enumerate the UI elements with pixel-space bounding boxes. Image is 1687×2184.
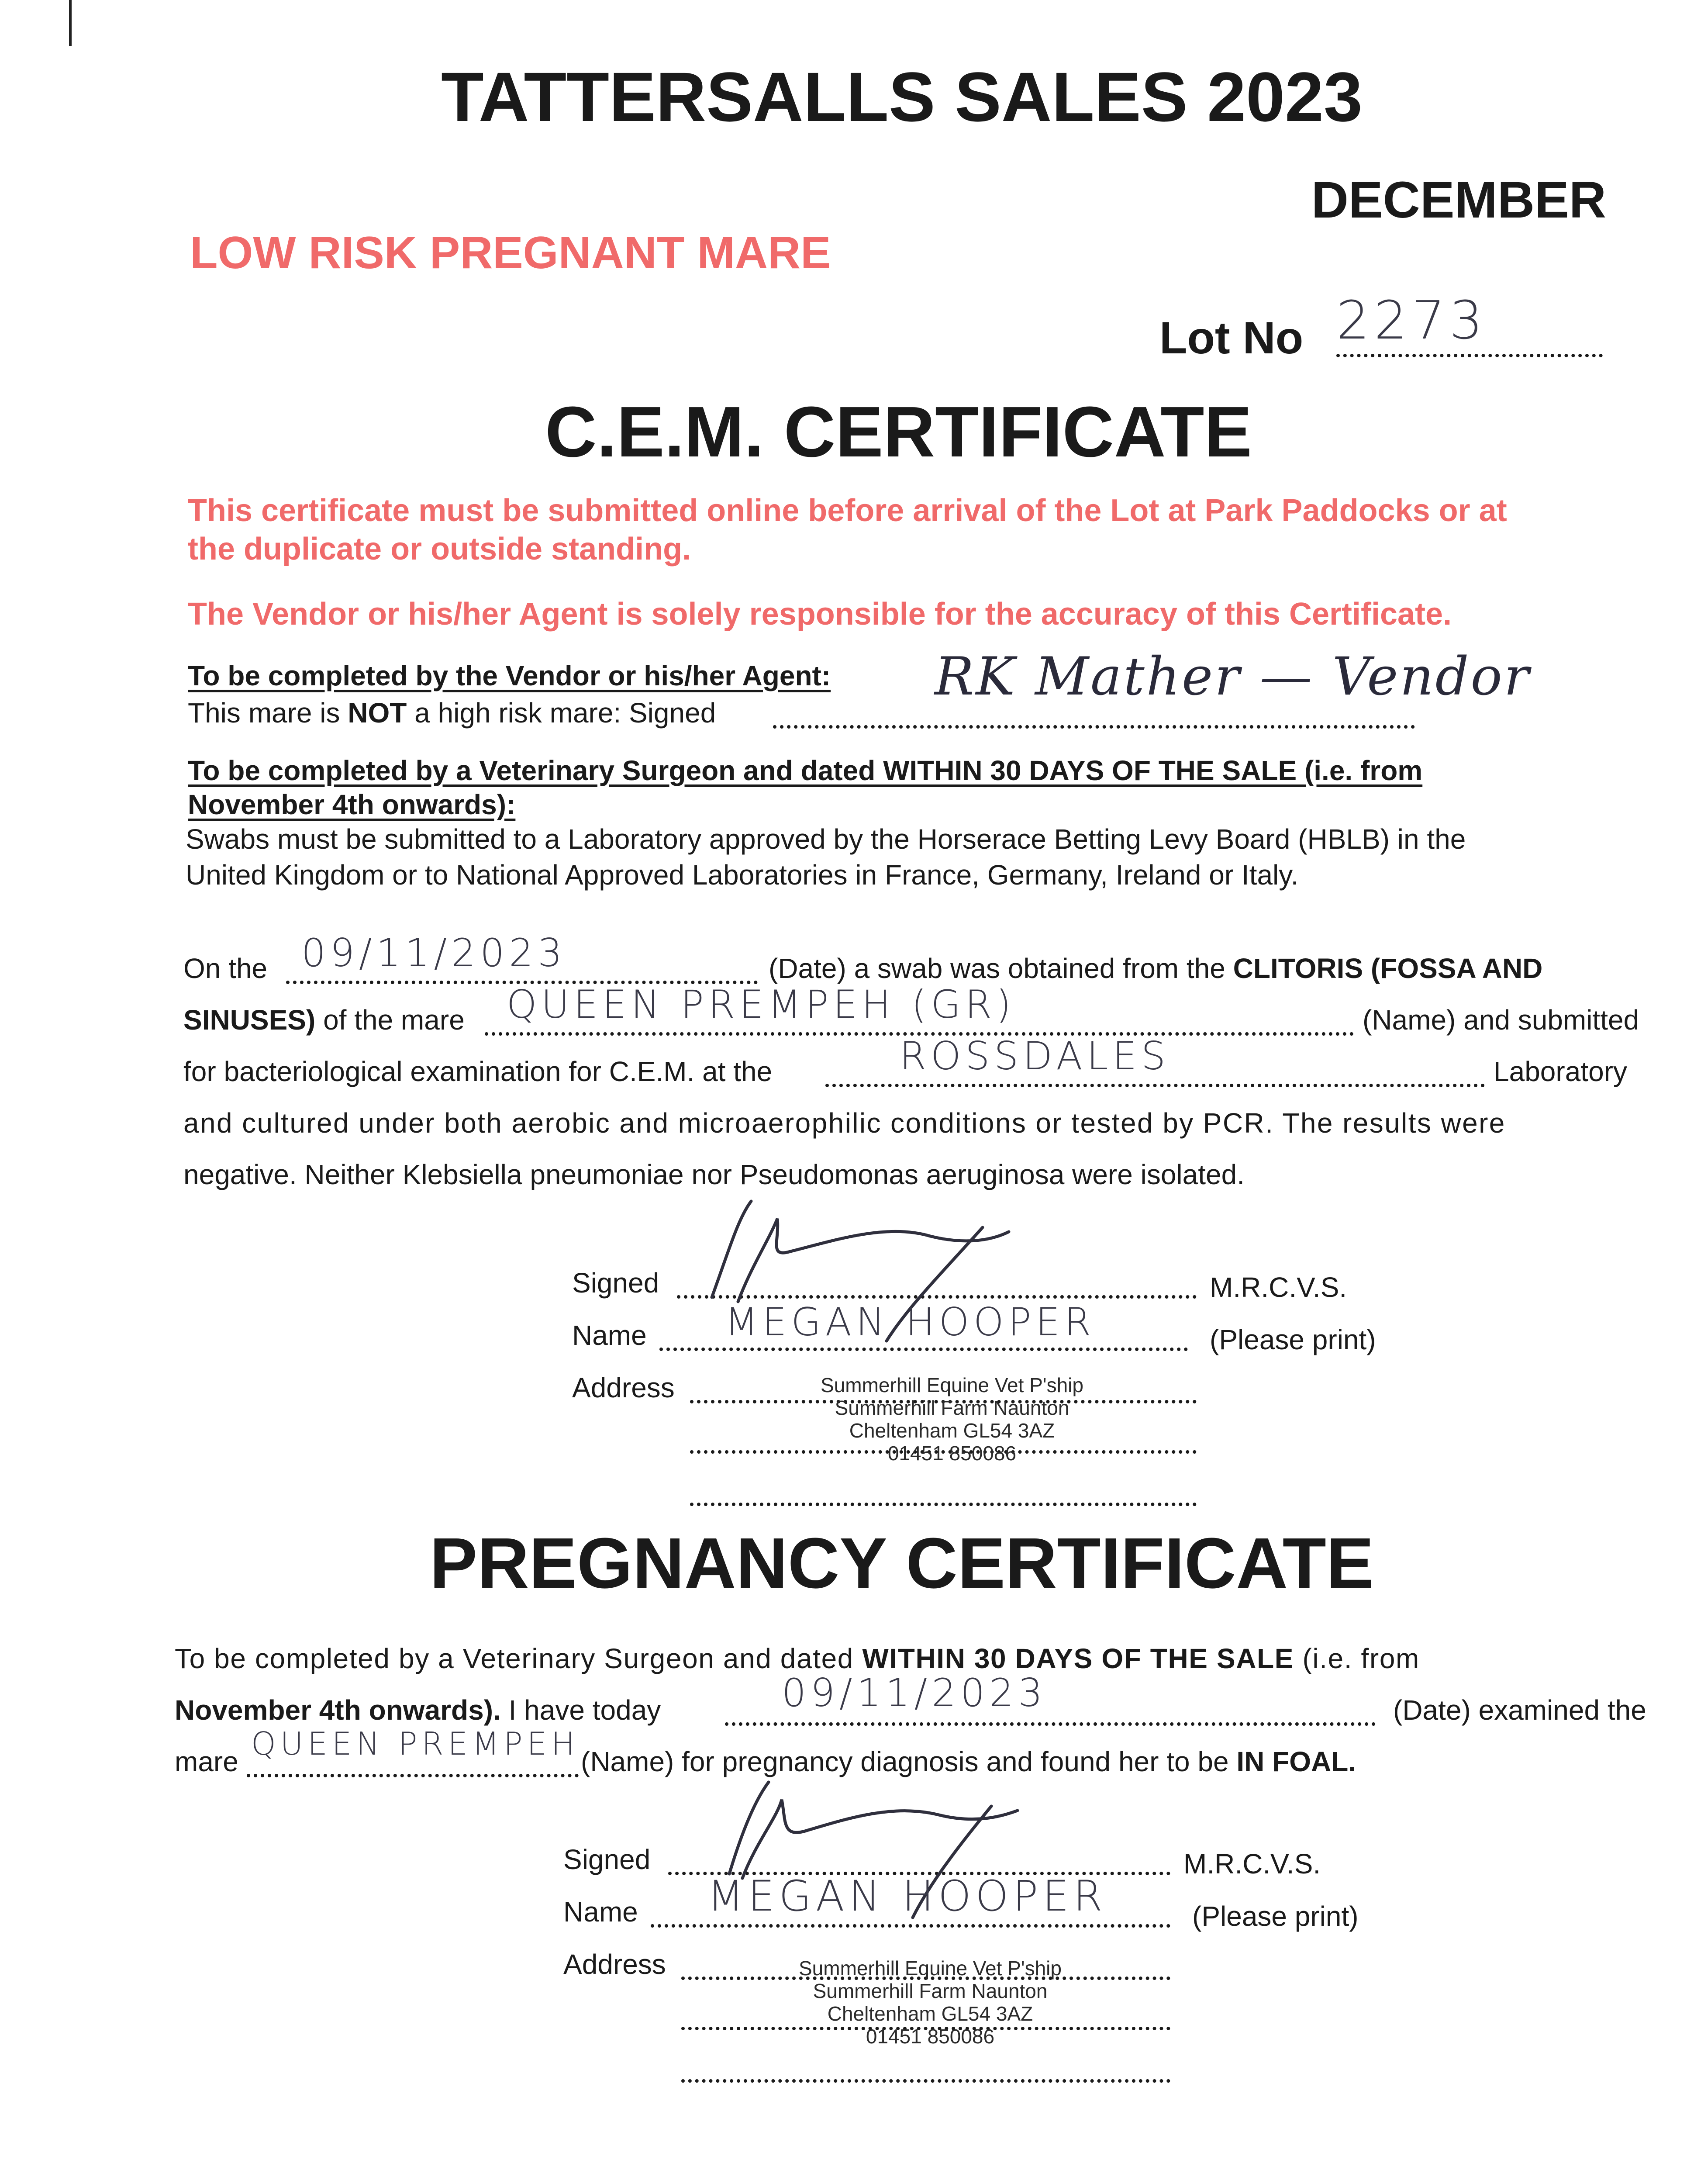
cem-signed-label: Signed (572, 1267, 659, 1299)
preg-stamp-line-4: 01451 850086 (866, 2025, 995, 2048)
preg-address-stamp (734, 1957, 1127, 2048)
swab-site-bold-1: CLITORIS (FOSSA AND (1233, 953, 1543, 984)
cem-line-1-rest (769, 952, 1542, 985)
preg-line-2-mid: I have today (508, 1694, 661, 1726)
vendor-statement-post: a high risk mare: Signed (407, 697, 716, 729)
of-the-mare-label: of the mare (323, 1004, 465, 1036)
negative-statement: negative. Neither Klebsiella pneumoniae nor Pseudomonas aeruginosa were isolated. (183, 1159, 1245, 1190)
vendor-statement-not: NOT (348, 697, 407, 729)
cem-mare-name-value: QUEEN PREMPEH (GR) (507, 982, 1016, 1027)
cem-please-print: (Please print) (1210, 1324, 1376, 1355)
preg-signed-label: Signed (563, 1844, 651, 1875)
preg-exam-date-value: 09/11/2023 (782, 1670, 1047, 1715)
cem-stamp-line-3: Cheltenham GL54 3AZ (849, 1419, 1055, 1442)
cem-line-2 (183, 1004, 465, 1036)
cem-name-dotted-line (659, 1348, 1188, 1351)
preg-line-3-mid: (Name) for pregnancy diagnosis and found her to be (581, 1746, 1229, 1777)
cem-stamp-line-1: Summerhill Equine Vet P'ship (821, 1374, 1083, 1396)
preg-vet-name: MEGAN HOOPER (707, 1872, 1107, 1921)
swab-line-1: Swabs must be submitted to a Laboratory approved by the Horserace Betting Levy Board (HBLB) in the (186, 823, 1466, 855)
preg-exam-date-dotted-line (725, 1722, 1376, 1726)
preg-address-dotted-line-3 (681, 2079, 1170, 2083)
preg-stamp-line-1: Summerhill Equine Vet P'ship (799, 1957, 1062, 1980)
swab-requirements (186, 821, 1466, 893)
preg-line-1 (175, 1642, 1420, 1675)
vendor-section-heading: To be completed by the Vendor or his/her Agent: (188, 660, 831, 691)
swab-site-bold-2: SINUSES) (183, 1004, 316, 1036)
name-clause: (Name) and submitted (1363, 1004, 1639, 1036)
cem-address-label: Address (572, 1372, 675, 1403)
cem-certificate-title: C.E.M. CERTIFICATE (545, 392, 1252, 472)
preg-please-print: (Please print) (1192, 1901, 1359, 1932)
preg-address-label: Address (563, 1949, 666, 1980)
cem-name-label: Name (572, 1320, 647, 1351)
preg-line-1-pre: To be completed by a Veterinary Surgeon and dated (175, 1643, 854, 1674)
preg-line-3-pre: mare (175, 1746, 238, 1777)
laboratory-word: Laboratory (1494, 1056, 1627, 1087)
preg-mrcvs-label: M.R.C.V.S. (1183, 1848, 1321, 1880)
laboratory-value: ROSSDALES (900, 1033, 1170, 1078)
preg-name-label: Name (563, 1896, 638, 1928)
vendor-statement (188, 697, 716, 729)
preg-line-1-post: (i.e. from (1302, 1643, 1420, 1674)
cem-stamp-line-4: 01451 850086 (887, 1442, 1017, 1465)
scan-edge (69, 0, 72, 46)
exam-clause: for bacteriological examination for C.E.M. at the (183, 1056, 773, 1087)
cem-stamp-line-2: Summerhill Farm Naunton (835, 1396, 1069, 1419)
lot-number-dotted-line (1336, 354, 1603, 357)
preg-line-2-bold: November 4th onwards). (175, 1694, 501, 1726)
vet-heading-line-2: November 4th onwards): (188, 789, 516, 820)
cem-mrcvs-label: M.R.C.V.S. (1210, 1272, 1347, 1303)
vet-section-heading (188, 753, 1422, 822)
responsibility-notice: The Vendor or his/her Agent is solely responsible for the accuracy of this Certificate. (188, 597, 1452, 632)
submission-notice-line-1: This certificate must be submitted online before arrival of the Lot at Park Paddocks or at (188, 493, 1507, 528)
vet-heading-line-1: To be completed by a Veterinary Surgeon and dated WITHIN 30 DAYS OF THE SALE (i.e. from (188, 755, 1423, 786)
swab-date-value: 09/11/2023 (301, 930, 567, 975)
preg-name-dotted-line (651, 1924, 1170, 1928)
date-clause: (Date) a swab was obtained from the (769, 953, 1225, 984)
cem-vet-signature-block (572, 1249, 1446, 1494)
preg-mare-name-value: QUEEN PREMPEH (251, 1725, 580, 1762)
sale-month: DECEMBER (1311, 171, 1606, 229)
preg-line-2-post: (Date) examined the (1393, 1694, 1646, 1726)
preg-vet-signature-block (563, 1826, 1437, 2088)
submission-notice (188, 491, 1507, 568)
preg-line-1-bold: WITHIN 30 DAYS OF THE SALE (862, 1643, 1294, 1674)
lot-number-value: 2273 (1336, 290, 1487, 351)
laboratory-dotted-line (825, 1084, 1485, 1087)
pregnancy-certificate-title: PREGNANCY CERTIFICATE (429, 1523, 1374, 1603)
document-title: TATTERSALLS SALES 2023 (441, 58, 1363, 136)
preg-line-2 (175, 1694, 661, 1726)
preg-in-foal: IN FOAL. (1236, 1746, 1356, 1777)
pregnancy-declaration (175, 1642, 1646, 1791)
lot-label: Lot No (1159, 313, 1304, 363)
culture-statement: and cultured under both aerobic and microaerophilic conditions or tested by PCR. The results were (183, 1107, 1506, 1139)
cem-declaration (183, 930, 1639, 1201)
preg-mare-name-dotted-line (247, 1774, 579, 1777)
preg-stamp-line-3: Cheltenham GL54 3AZ (827, 2002, 1033, 2025)
vendor-signature: RK Mather — Vendor (935, 646, 1531, 707)
cem-vet-name: MEGAN HOOPER (725, 1299, 1096, 1344)
preg-stamp-line-2: Summerhill Farm Naunton (813, 1980, 1048, 2002)
submission-notice-line-2: the duplicate or outside standing. (188, 532, 691, 567)
cem-address-dotted-line-3 (690, 1503, 1197, 1506)
vendor-statement-pre: This mare is (188, 697, 348, 729)
swab-line-2: United Kingdom or to National Approved Laboratories in France, Germany, Ireland or Italy. (186, 859, 1299, 891)
on-the-label: On the (183, 953, 268, 984)
cem-line-1 (183, 952, 267, 985)
risk-category-label: LOW RISK PREGNANT MARE (190, 228, 831, 278)
vendor-signature-dotted-line (773, 725, 1415, 729)
cem-address-stamp (756, 1374, 1149, 1465)
